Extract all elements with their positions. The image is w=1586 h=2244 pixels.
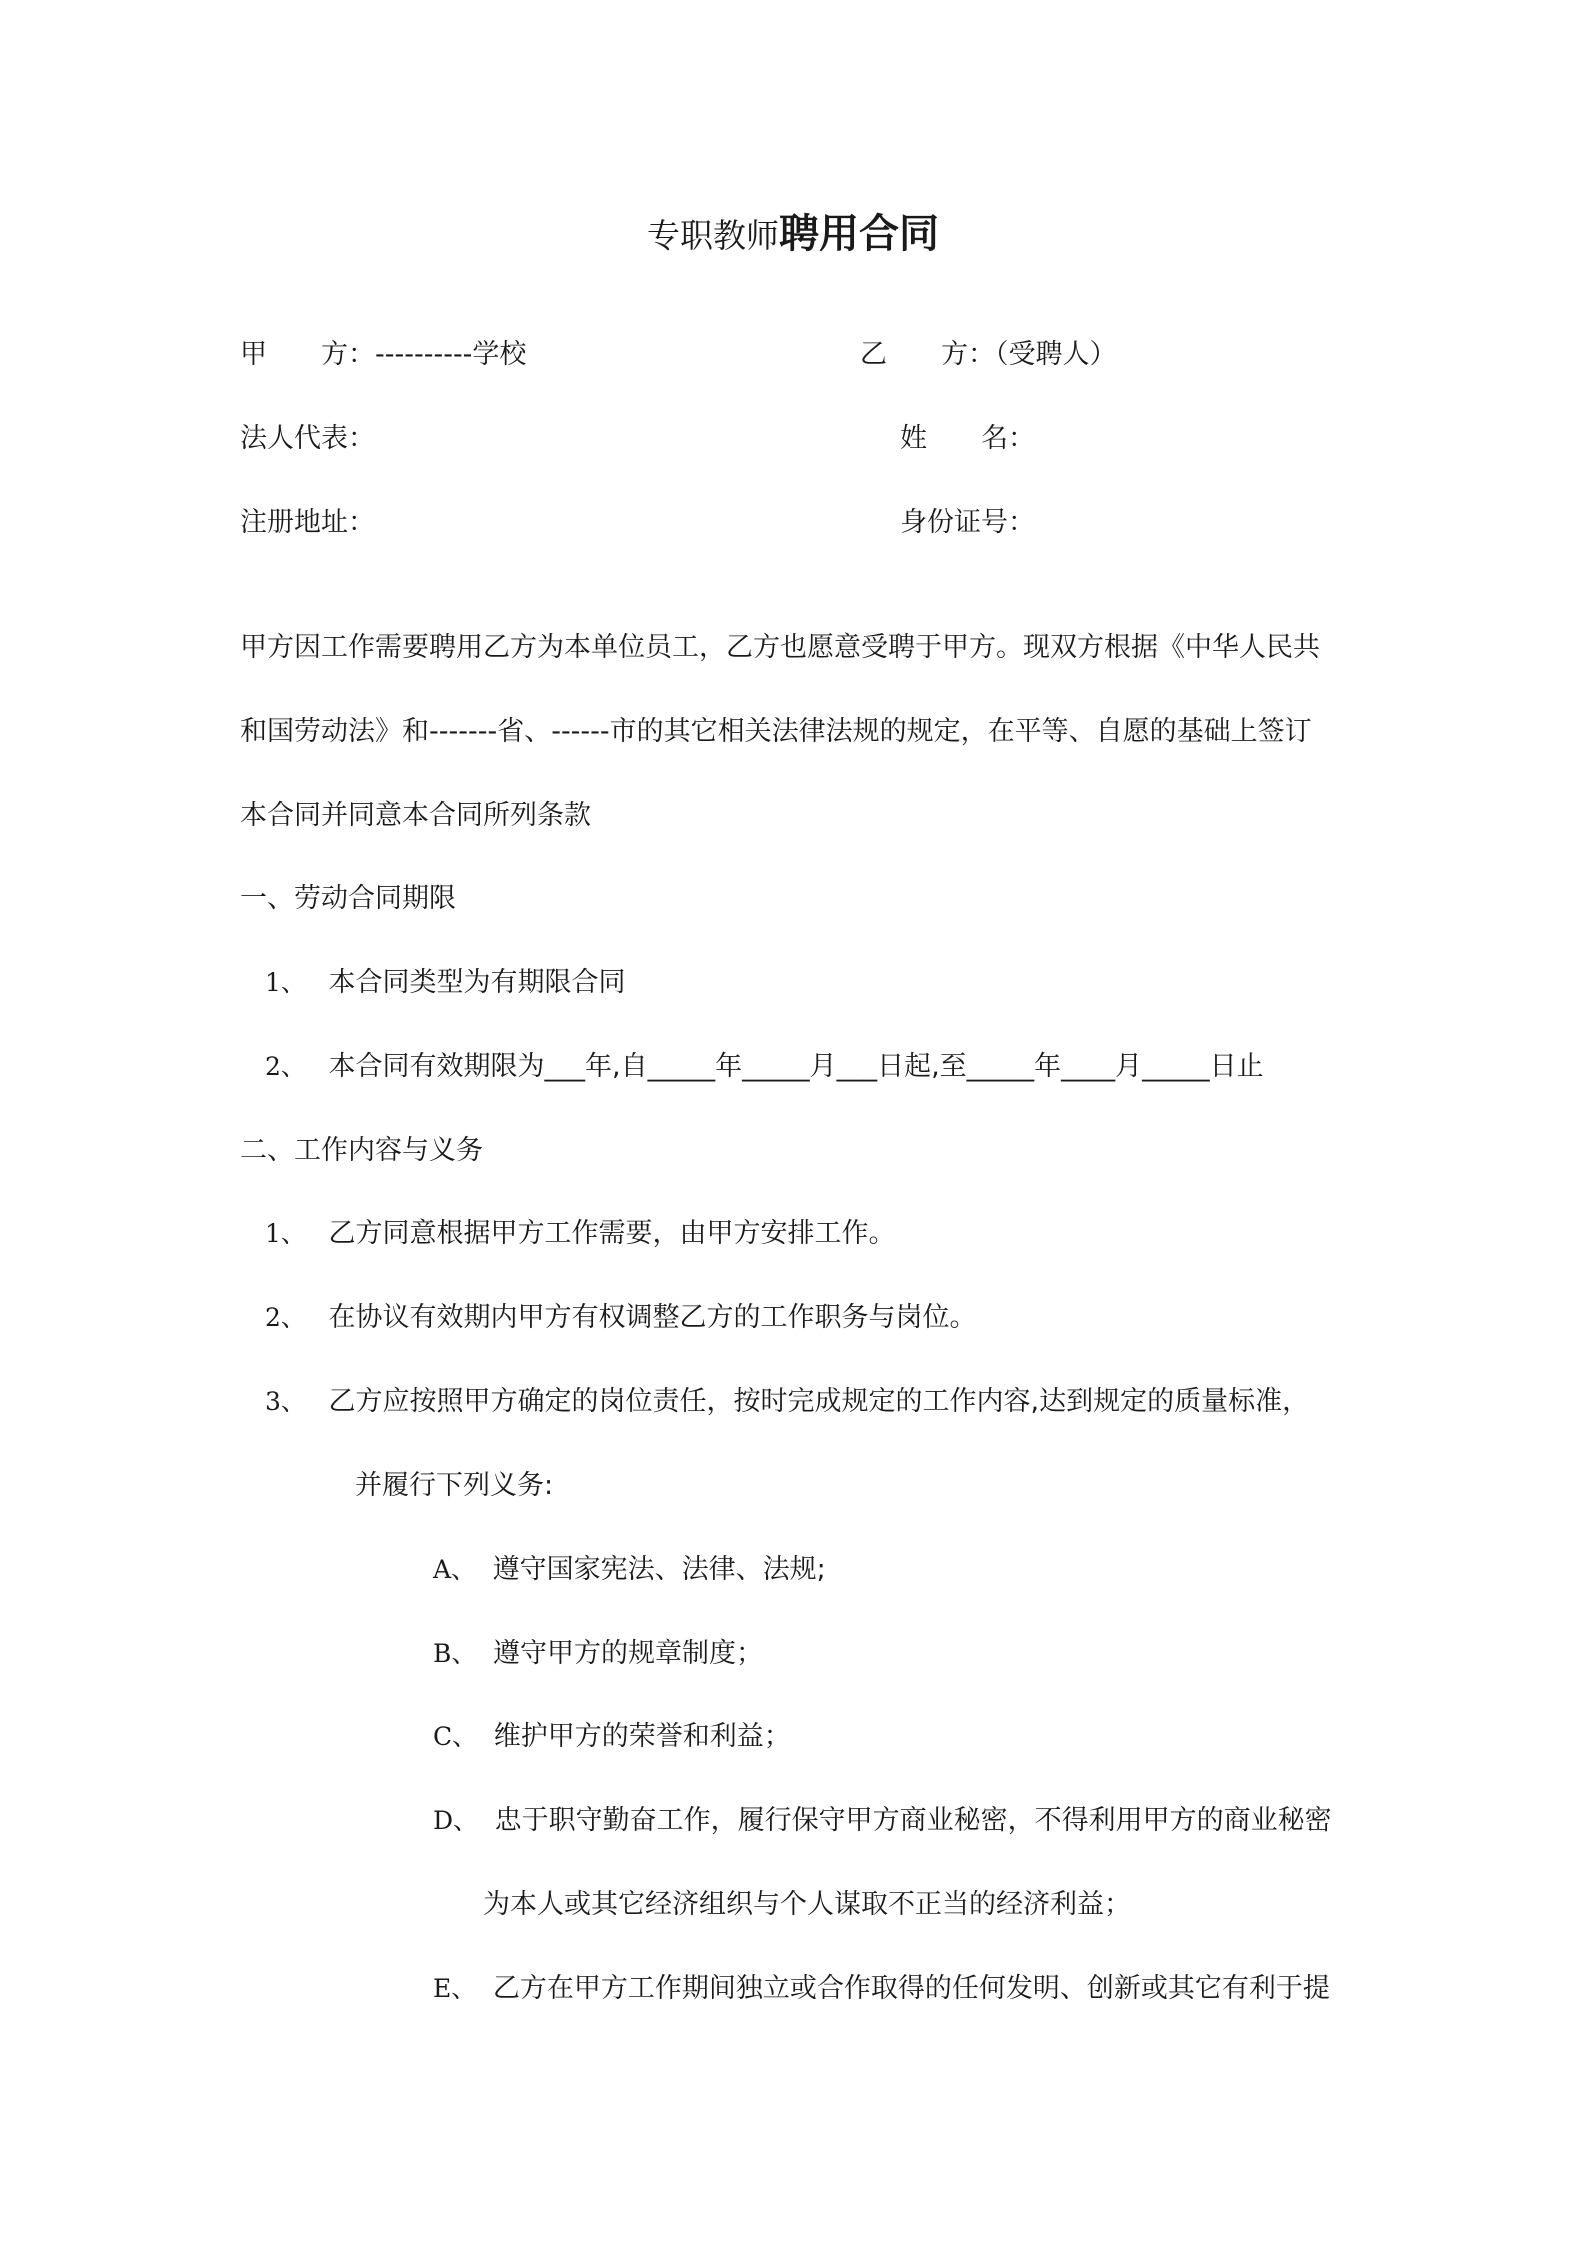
sub-item-label: E、 (433, 1974, 477, 2003)
item-text: 本合同类型为有期限合同 (328, 967, 626, 998)
section-1-item-2 (265, 1049, 1264, 1085)
section-1-heading: 一、劳动合同期限 (240, 883, 456, 914)
item-number: 1、 (265, 968, 306, 997)
sub-item-c (433, 1719, 791, 1755)
sub-item-text: 维护甲方的荣誉和利益； (493, 1721, 791, 1752)
party-b-row (860, 337, 1117, 373)
sub-item-label: C、 (433, 1722, 478, 1751)
sub-item-label: A、 (433, 1555, 477, 1584)
sub-item-label: D、 (433, 1806, 479, 1835)
item-number: 2、 (265, 1052, 306, 1081)
address-label: 注册地址： (240, 507, 375, 538)
item-number: 2、 (265, 1303, 306, 1332)
party-a-label: 甲 方： (240, 339, 375, 370)
item-number: 1、 (265, 1219, 306, 1248)
id-number-label: 身份证号： (900, 507, 1035, 538)
sub-item-text: 遵守国家宪法、法律、法规; (492, 1554, 826, 1585)
title-prefix: 专职教师 (647, 216, 779, 255)
intro-line-1: 甲方因工作需要聘用乙方为本单位员工，乙方也愿意受聘于甲方。现双方根据《中华人民共 (240, 632, 1320, 663)
party-a-value: ----------学校 (375, 339, 527, 370)
item-number: 3、 (265, 1387, 306, 1416)
item-text: 乙方应按照甲方确定的岗位责任，按时完成规定的工作内容,达到规定的质量标准， (328, 1386, 1310, 1417)
section-2-item-1 (265, 1216, 896, 1252)
name-label: 姓 名： (900, 423, 1035, 454)
sub-item-b (433, 1636, 763, 1672)
title-main: 聘用合同 (779, 211, 939, 257)
sub-item-text: 忠于职守勤奋工作，履行保守甲方商业秘密，不得利用甲方的商业秘密 (494, 1805, 1332, 1836)
legal-rep-label: 法人代表： (240, 423, 375, 454)
party-b-label: 乙 方： (860, 339, 995, 370)
sub-item-e (433, 1971, 1330, 2007)
section-2-item-3 (265, 1384, 1309, 1420)
item-text: 本合同有效期限为___年,自_____年_____月___日起,至_____年____月_____日止 (328, 1051, 1264, 1082)
sub-item-text: 乙方在甲方工作期间独立或合作取得的任何发明、创新或其它有利于提 (492, 1973, 1330, 2004)
intro-line-3: 本合同并同意本合同所列条款 (240, 800, 591, 831)
sub-item-text: 遵守甲方的规章制度； (492, 1638, 763, 1669)
item-text: 乙方同意根据甲方工作需要，由甲方安排工作。 (328, 1218, 896, 1249)
intro-line-2: 和国劳动法》和-------省、------市的其它相关法律法规的规定，在平等、自愿的基础上签订 (240, 716, 1312, 747)
sub-item-d (433, 1803, 1332, 1839)
section-2-item-2 (265, 1300, 977, 1336)
section-1-item-1 (265, 965, 626, 1001)
item-text: 在协议有效期内甲方有权调整乙方的工作职务与岗位。 (328, 1302, 977, 1333)
section-2-item-3-continued: 并履行下列义务: (355, 1470, 554, 1501)
document-title (0, 202, 1586, 259)
section-2-heading: 二、工作内容与义务 (240, 1135, 483, 1166)
party-a-row (240, 337, 526, 373)
sub-item-label: B、 (433, 1639, 477, 1668)
sub-item-d-continued: 为本人或其它经济组织与个人谋取不正当的经济利益； (483, 1889, 1131, 1920)
sub-item-a (433, 1552, 826, 1588)
party-b-value: （受聘人） (995, 339, 1117, 370)
